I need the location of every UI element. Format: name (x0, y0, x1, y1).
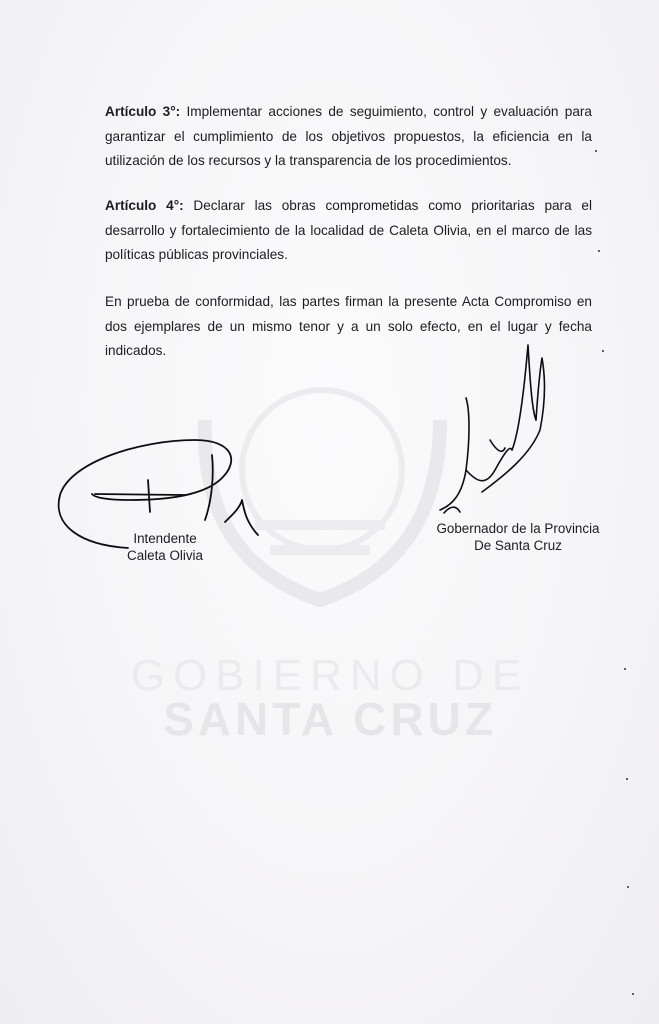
watermark-line1: GOBIERNO DE (130, 651, 530, 700)
article-4-heading: Artículo 4°: (105, 198, 184, 213)
paper-speck (627, 886, 629, 888)
paper-speck (595, 150, 597, 152)
paper-speck (632, 993, 634, 995)
paper-speck (598, 250, 600, 252)
signature-left-place: Caleta Olivia (127, 548, 203, 563)
article-4-text: Declarar las obras comprometidas como prioritarias para el desarrollo y fortalecimiento de la localidad de Caleta Olivia, en el marco de las políticas públicas provinciales. (105, 198, 593, 262)
paper-speck (624, 668, 626, 670)
article-3-heading: Artículo 3°: (105, 104, 181, 119)
closing-paragraph: En prueba de conformidad, las partes firman la presente Acta Compromiso en dos ejemplares de un mismo tenor y a un solo efecto, en el lugar y fecha indicados. (105, 294, 592, 358)
signature-right-title: Gobernador de la Provincia (436, 521, 600, 536)
watermark-line2: SANTA CRUZ (163, 693, 497, 745)
signature-right (440, 345, 544, 513)
article-3-text: Implementar acciones de seguimiento, control y evaluación para garantizar el cumplimiento de los objetivos propuestos, la eficiencia en la utilización de los recursos y la transparencia de los procedimientos. (105, 104, 592, 168)
paper-speck (626, 778, 628, 780)
article-4 (105, 194, 592, 268)
signature-right-place: De Santa Cruz (474, 538, 562, 553)
signature-left-title: Intendente (133, 531, 197, 546)
article-3 (105, 100, 592, 174)
signature-right-label (428, 520, 608, 554)
signature-left-label (120, 530, 210, 564)
paper-speck (602, 350, 604, 352)
